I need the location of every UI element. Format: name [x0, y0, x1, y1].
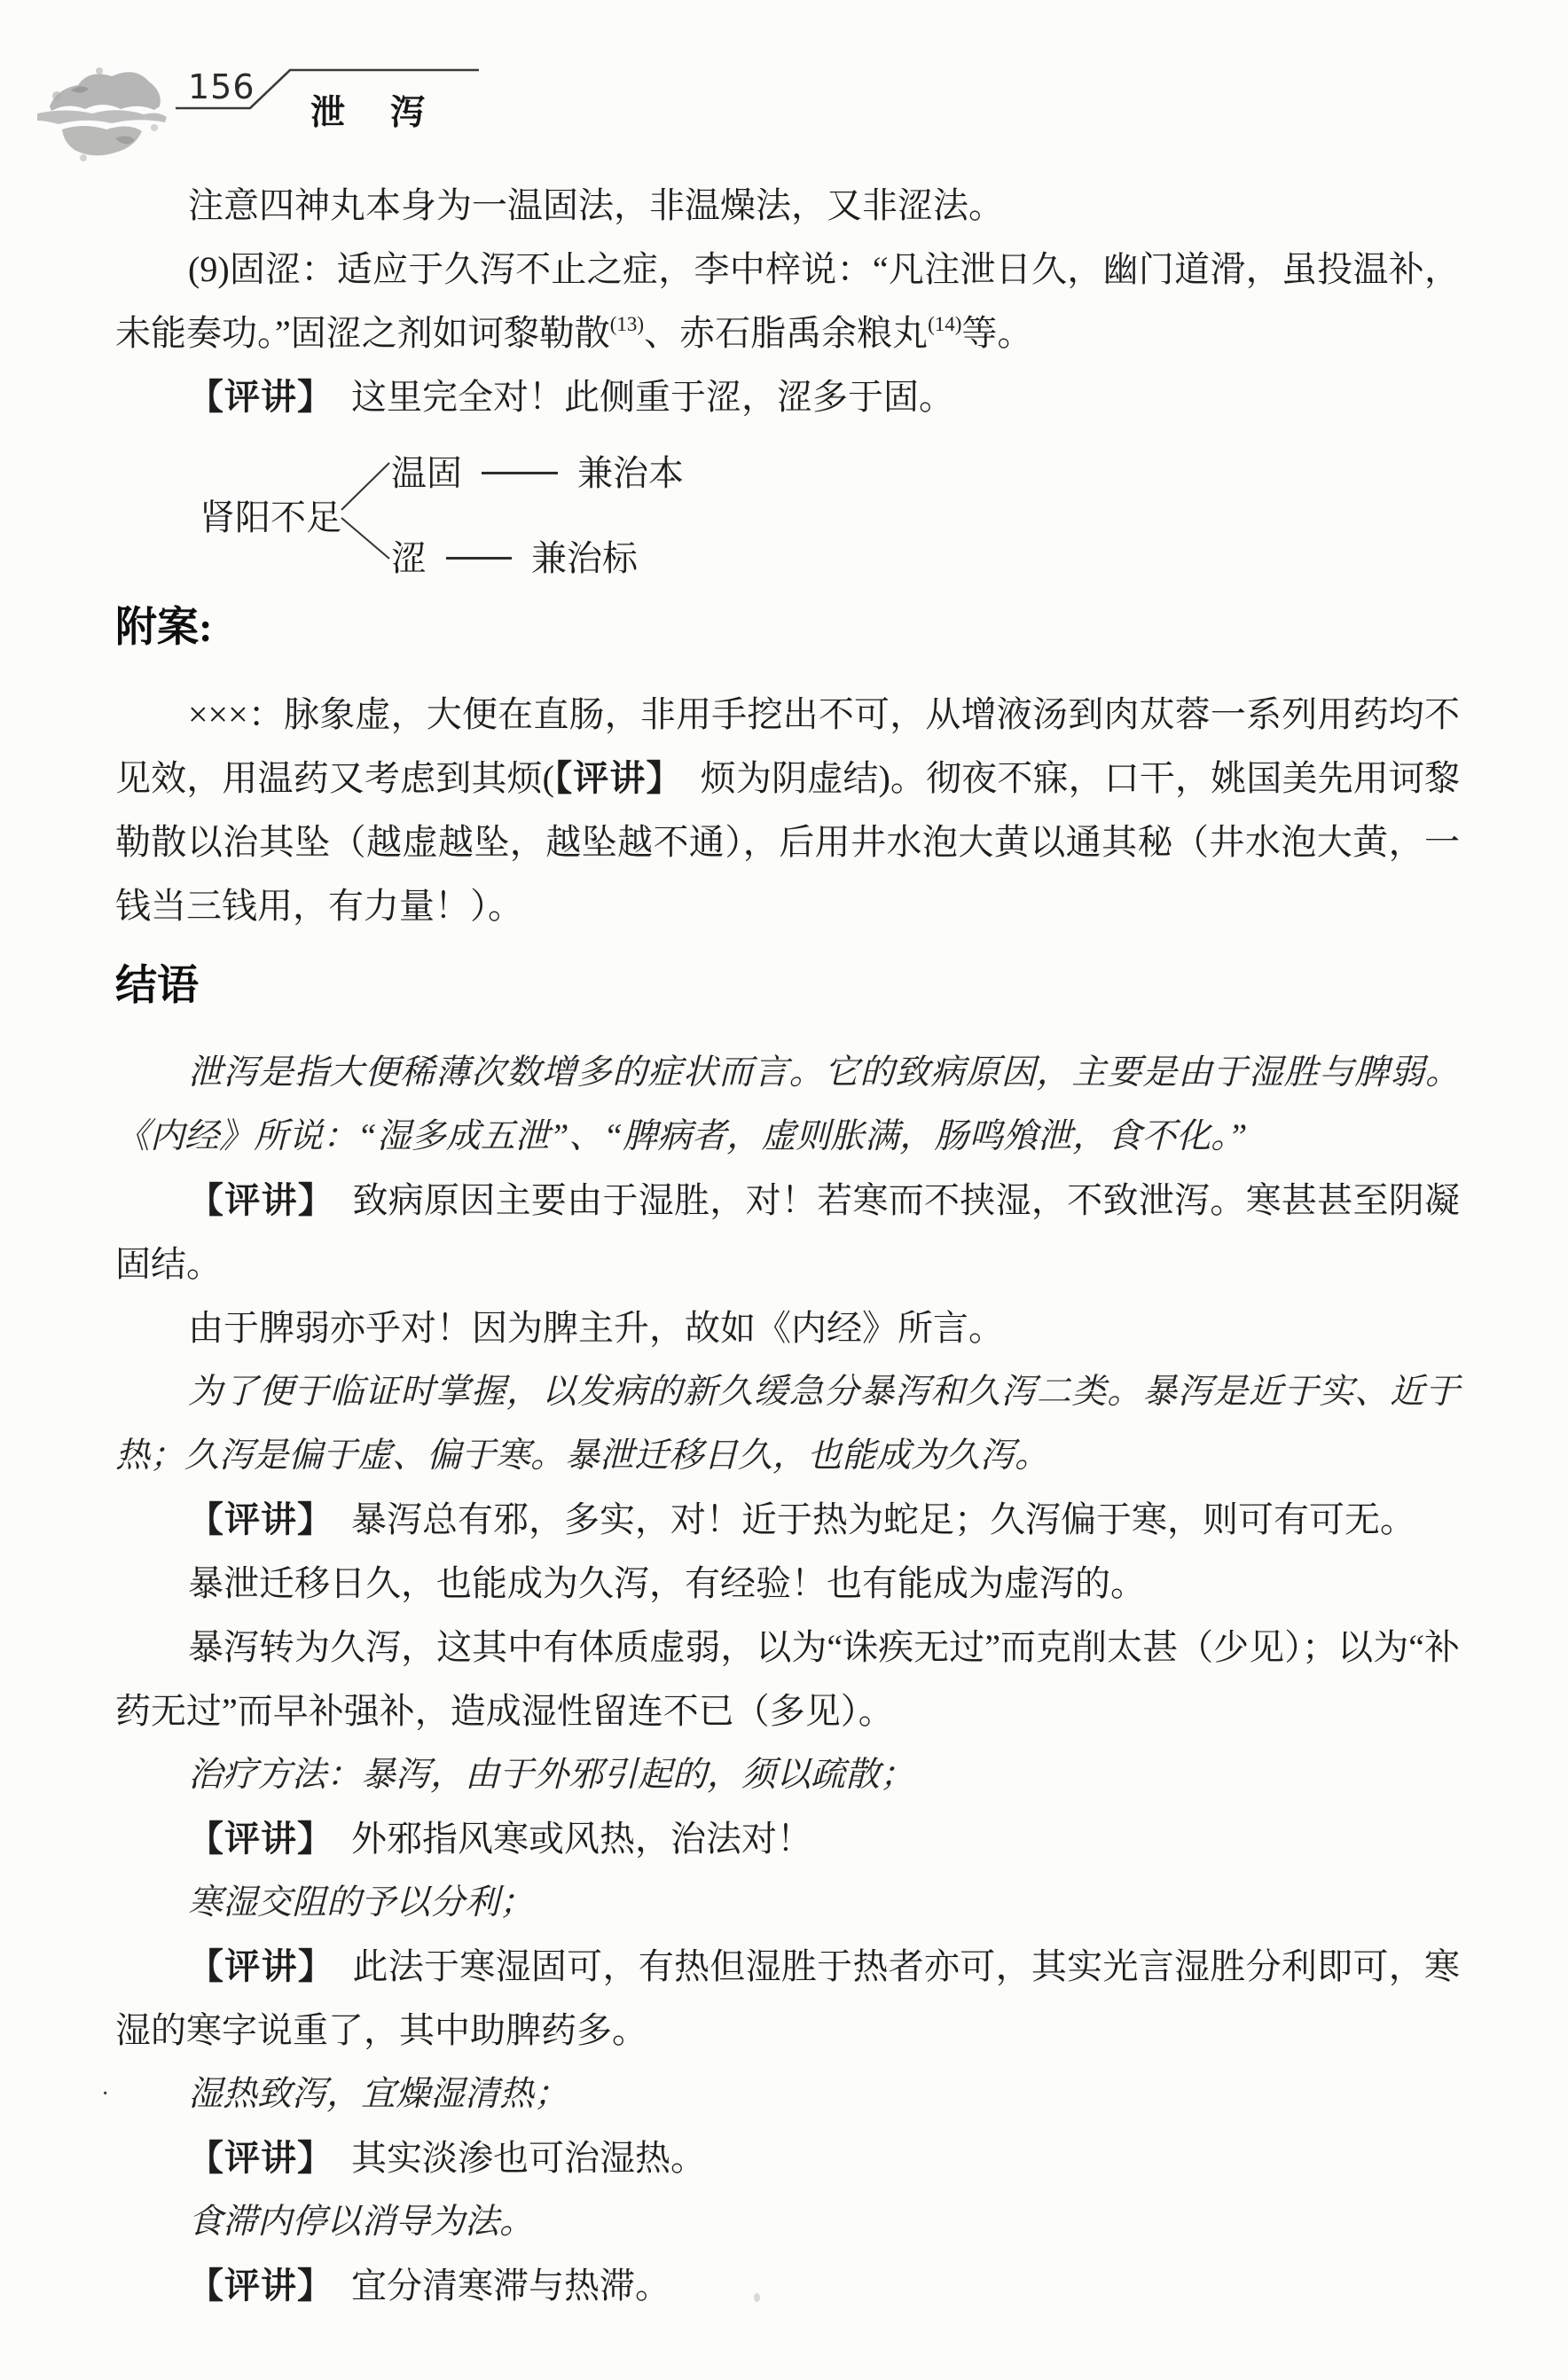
branch-label: 温固 — [391, 453, 462, 493]
comment-tag: 【评讲】 — [188, 1499, 316, 1539]
paragraph — [115, 1935, 1460, 2063]
page-body — [101, 174, 1461, 2318]
paragraph — [115, 1169, 1460, 1296]
page-number: 156 — [188, 67, 255, 106]
branch-target: 兼治标 — [531, 538, 638, 578]
text-run: 泄泻是指大便稀薄次数增多的症状而言。它的致病原因，主要是由于湿胜与脾弱。《内经》所说：“湿多成五泄”、“脾病者，虚则胀满，肠鸣飧泄，食不化。” — [115, 1053, 1460, 1155]
diagram-branch — [391, 445, 684, 496]
text-run: 湿热致泻，宜燥湿清热； — [188, 2075, 569, 2113]
text-run: ×××：脉象虚，大便在直肠，非用手挖出不可，从增液汤到肉苁蓉一系列用药均不见效，用温药又考虑到其烦( — [115, 694, 1460, 798]
paragraph — [115, 1743, 1460, 1807]
text-run: 其实淡渗也可治湿热。 — [316, 2138, 706, 2178]
header-rule — [0, 0, 550, 151]
diagram-brace-lines — [340, 440, 393, 580]
text-run: 这里完全对！此侧重于涩，涩多于固。 — [316, 377, 954, 417]
paragraph — [115, 1296, 1460, 1360]
paragraph — [115, 174, 1460, 238]
footnote-ref: (14) — [928, 313, 962, 335]
text-run: (9)固涩：适应于久泻不止之症，李中梓说：“凡注泄日久，幽门道滑，虽投温补，未能奏功。”固涩之剂如诃黎勒散 — [115, 249, 1460, 353]
chapter-title: 泄 泻 — [310, 94, 431, 132]
comment-tag: 【评讲】 — [188, 1819, 316, 1859]
comment-tag: 【评讲】 — [188, 1946, 318, 1986]
scan-speck — [754, 2293, 760, 2302]
text-run: 外邪指风寒或风热，治法对！ — [316, 1819, 812, 1859]
text-run: 等。 — [961, 313, 1033, 353]
text-run: 宜分清寒滞与热滞。 — [316, 2266, 670, 2306]
paragraph — [115, 2126, 1460, 2190]
differentiation-diagram — [200, 440, 1460, 580]
comment-tag: 【评讲】 — [188, 377, 316, 417]
diagram-branch — [391, 530, 638, 581]
branch-target: 兼治本 — [577, 453, 684, 493]
paragraph — [115, 1552, 1460, 1616]
text-run: 暴泻转为久泻，这其中有体质虚弱，以为“诛疾无过”而克削太甚（少见）；以为“补药无过”而早补强补，造成湿性留连不已（多见）。 — [115, 1627, 1460, 1731]
comment-tag: 【评讲】 — [188, 2266, 316, 2306]
text-run: 、赤石脂禹余粮丸 — [644, 313, 929, 353]
text-run: 此法于寒湿固可，有热但湿胜于热者亦可，其实光言湿胜分利即可，寒湿的寒字说重了，其中助脾药多。 — [115, 1946, 1461, 2050]
comment-tag: 【评讲】 — [188, 1180, 318, 1220]
connector-dash — [446, 557, 512, 560]
paragraph — [115, 2190, 1460, 2254]
text-run: 暴泄迁移日久，也能成为久泻，有经验！也有能成为虚泻的。 — [188, 1563, 1146, 1603]
section-heading: 结语 — [115, 963, 199, 1009]
text-run: 烦为阴虚结)。彻夜不寐，口干，姚国美先用诃黎勒散以治其坠（越虚越坠，越坠越不通），后用井水泡大黄以通其秘（井水泡大黄，一钱当三钱用，有力量！）。 — [115, 758, 1460, 926]
paragraph — [115, 2254, 1460, 2318]
connector-dash — [482, 472, 558, 474]
paragraph — [115, 1871, 1460, 1935]
diagram-root-label: 肾阳不足 — [200, 497, 341, 537]
text-run: 致病原因主要由于湿胜，对！若寒而不挟湿，不致泄泻。寒甚甚至阴凝固结。 — [115, 1180, 1461, 1284]
stray-dot-mark: · — [101, 2080, 110, 2108]
branch-label: 涩 — [391, 538, 427, 578]
text-run: 治疗方法：暴泻，由于外邪引起的，须以疏散； — [188, 1756, 915, 1794]
paragraph — [115, 238, 1460, 365]
comment-tag: 【评讲】 — [188, 2138, 316, 2178]
footnote-ref: (13) — [609, 313, 645, 335]
text-run: 暴泻总有邪，多实，对！近于热为蛇足；久泻偏于寒，则可有可无。 — [316, 1499, 1415, 1539]
text-run: 由于脾弱亦乎对！因为脾主升，故如《内经》所言。 — [188, 1308, 1004, 1348]
paragraph — [115, 683, 1460, 938]
text-run: 食滞内停以消导为法。 — [188, 2203, 535, 2241]
text-run: 寒湿交阻的予以分利； — [188, 1883, 535, 1922]
paragraph — [115, 1360, 1460, 1488]
paragraph — [101, 2063, 1460, 2126]
paragraph — [115, 365, 1460, 429]
paragraph — [115, 1488, 1460, 1552]
comment-tag: 【评讲】 — [553, 758, 665, 798]
paragraph — [115, 1807, 1460, 1871]
paragraph — [115, 1041, 1460, 1169]
text-run: 注意四神丸本身为一温固法，非温燥法，又非涩法。 — [188, 185, 1004, 225]
text-run: 为了便于临证时掌握，以发病的新久缓急分暴泻和久泻二类。暴泻是近于实、近于热；久泻是偏于虚、偏于寒。暴泄迁移日久，也能成为久泻。 — [115, 1373, 1460, 1475]
section-heading: 附案: — [115, 605, 213, 651]
paragraph — [115, 1616, 1460, 1743]
